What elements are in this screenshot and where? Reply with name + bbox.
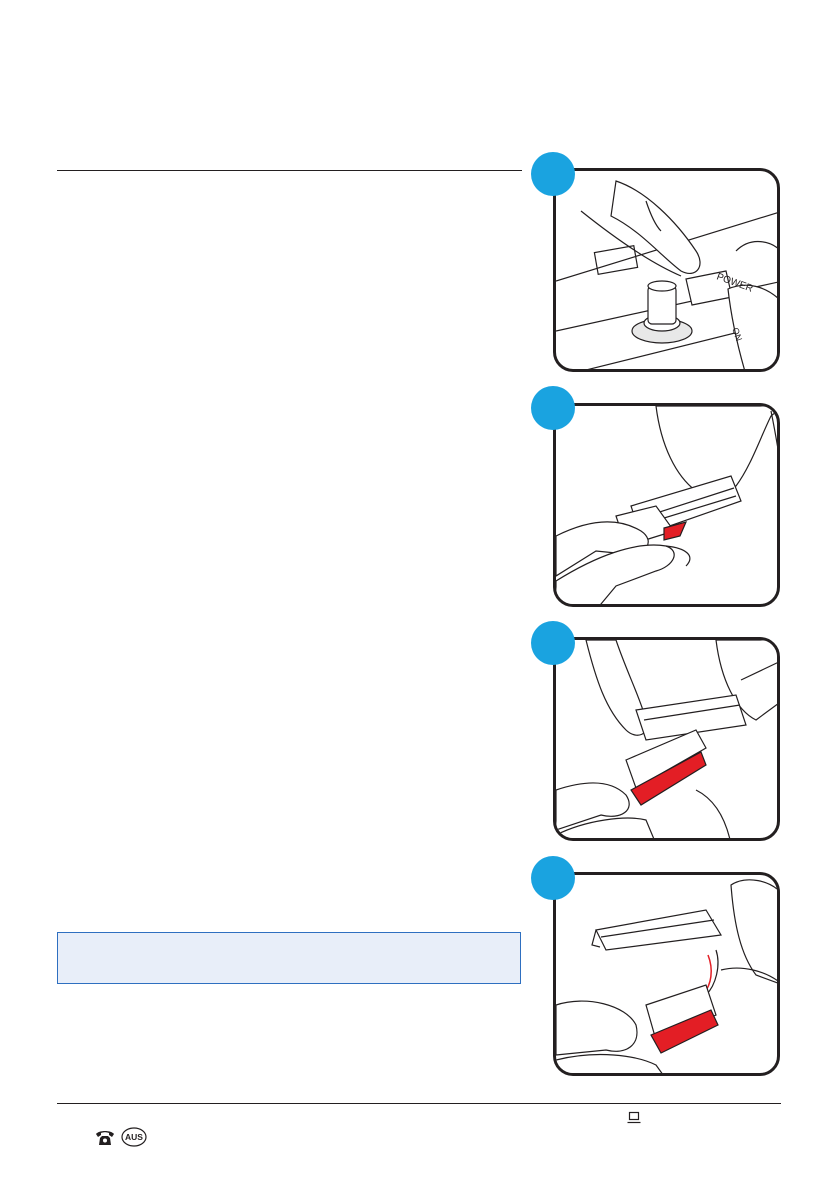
aus-badge-icon bbox=[121, 1127, 147, 1147]
step-4-frame bbox=[553, 872, 780, 1076]
aus-badge-label: AUS bbox=[125, 1132, 143, 1143]
step-1-badge bbox=[531, 152, 575, 196]
hands-holding-connector-illustration bbox=[556, 406, 780, 607]
connector-detached-with-wires-illustration bbox=[556, 875, 780, 1076]
step-1-frame bbox=[553, 168, 780, 372]
step-2-frame bbox=[553, 403, 780, 607]
step-2-badge bbox=[531, 386, 575, 430]
note-box bbox=[57, 932, 521, 984]
footer-divider bbox=[57, 1103, 781, 1104]
step-4-badge bbox=[531, 856, 575, 900]
step-3-frame bbox=[553, 637, 780, 841]
power-label: POWER bbox=[714, 271, 755, 295]
section-divider-top bbox=[57, 170, 522, 171]
power-cable-on-heater-illustration bbox=[556, 171, 780, 372]
on-label: ON bbox=[730, 326, 745, 343]
step-3-badge bbox=[531, 621, 575, 665]
laptop-icon bbox=[627, 1111, 641, 1124]
telephone-icon bbox=[95, 1129, 115, 1146]
hands-separating-red-connector-illustration bbox=[556, 640, 780, 841]
